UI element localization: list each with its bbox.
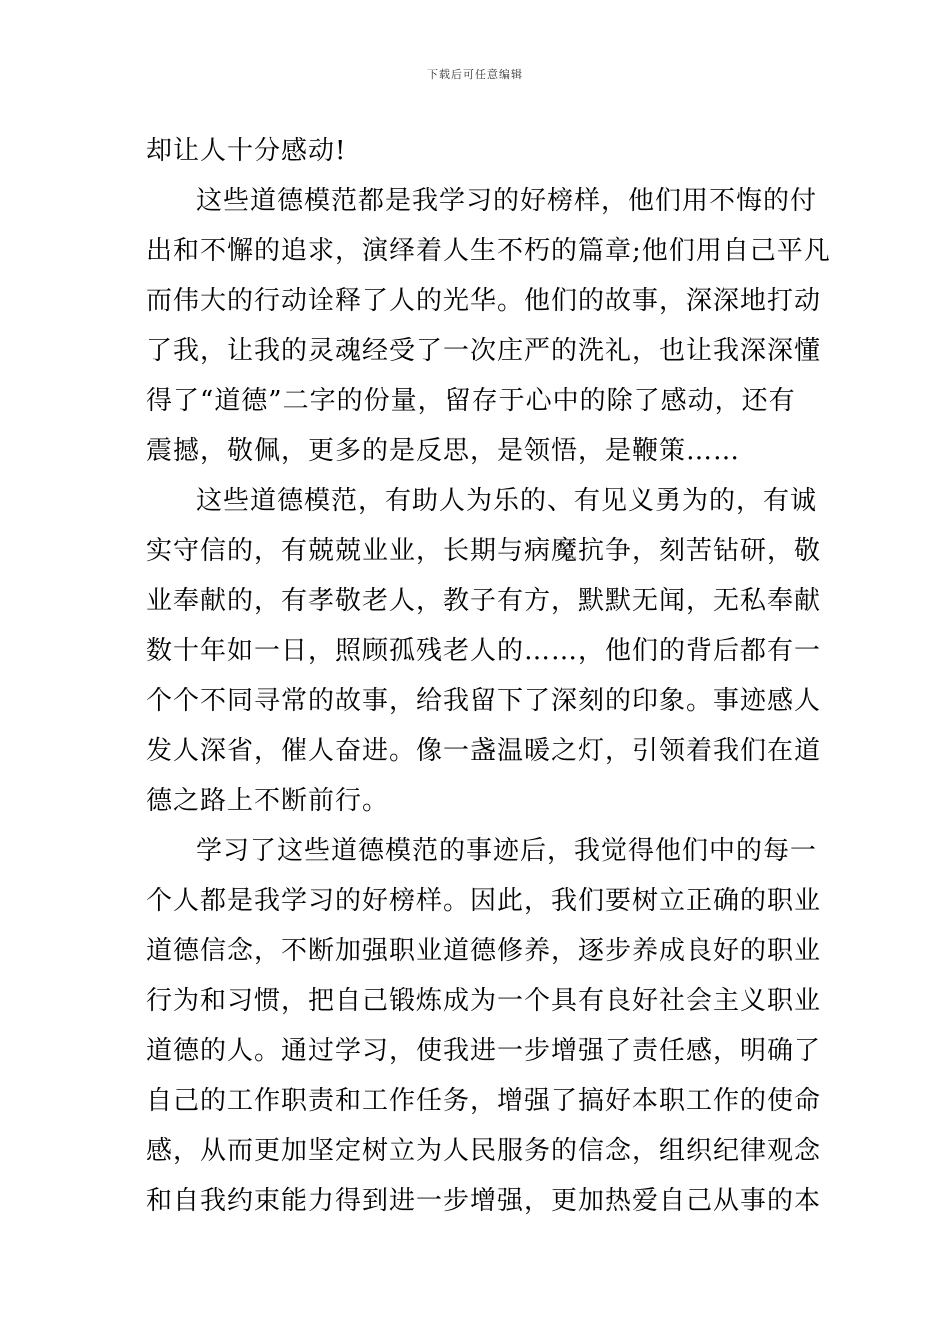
text-line: 震撼，敬佩，更多的是反思，是领悟，是鞭策…… <box>146 436 741 466</box>
text-line: 发人深省，催人奋进。像一盏温暖之灯，引领着我们在道 <box>146 736 822 766</box>
text-line: 却让人十分感动! <box>146 136 347 166</box>
text-line: 得了“道德”二字的份量，留存于心中的除了感动，还有 <box>146 386 796 416</box>
paragraph-first-line: 这些道德模范都是我学习的好榜样，他们用不悔的付 <box>196 186 818 216</box>
text-line: 业奉献的，有孝敬老人，教子有方，默默无闻，无私奉献 <box>146 586 822 616</box>
paragraph-first-line: 学习了这些道德模范的事迹后，我觉得他们中的每一 <box>196 836 818 866</box>
text-line: 和自我约束能力得到进一步增强，更加热爱自己从事的本 <box>146 1186 822 1216</box>
text-line: 道德的人。通过学习，使我进一步增强了责任感，明确了 <box>146 1036 822 1066</box>
text-line: 自己的工作职责和工作任务，增强了搞好本职工作的使命 <box>146 1086 822 1116</box>
text-line: 个个不同寻常的故事，给我留下了深刻的印象。事迹感人 <box>146 686 822 716</box>
text-line: 感，从而更加坚定树立为人民服务的信念，组织纪律观念 <box>146 1136 822 1166</box>
text-line: 数十年如一日，照顾孤残老人的……，他们的背后都有一 <box>146 636 822 666</box>
text-line: 道德信念，不断加强职业道德修养，逐步养成良好的职业 <box>146 936 822 966</box>
text-line: 实守信的，有兢兢业业，长期与病魔抗争，刻苦钻研，敬 <box>146 536 822 566</box>
text-line: 行为和习惯，把自己锻炼成为一个具有良好社会主义职业 <box>146 986 822 1016</box>
text-line: 了我，让我的灵魂经受了一次庄严的洗礼，也让我深深懂 <box>146 336 822 366</box>
paragraph-first-line: 这些道德模范，有助人为乐的、有见义勇为的，有诚 <box>196 486 818 516</box>
text-line: 而伟大的行动诠释了人的光华。他们的故事，深深地打动 <box>146 286 822 316</box>
text-line: 出和不懈的追求，演绎着人生不朽的篇章;他们用自己平凡 <box>146 236 831 266</box>
page-header-note: 下载后可任意编辑 <box>427 68 523 81</box>
document-body <box>146 126 831 1226</box>
text-line: 个人都是我学习的好榜样。因此，我们要树立正确的职业 <box>146 886 822 916</box>
text-line: 德之路上不断前行。 <box>146 786 390 816</box>
